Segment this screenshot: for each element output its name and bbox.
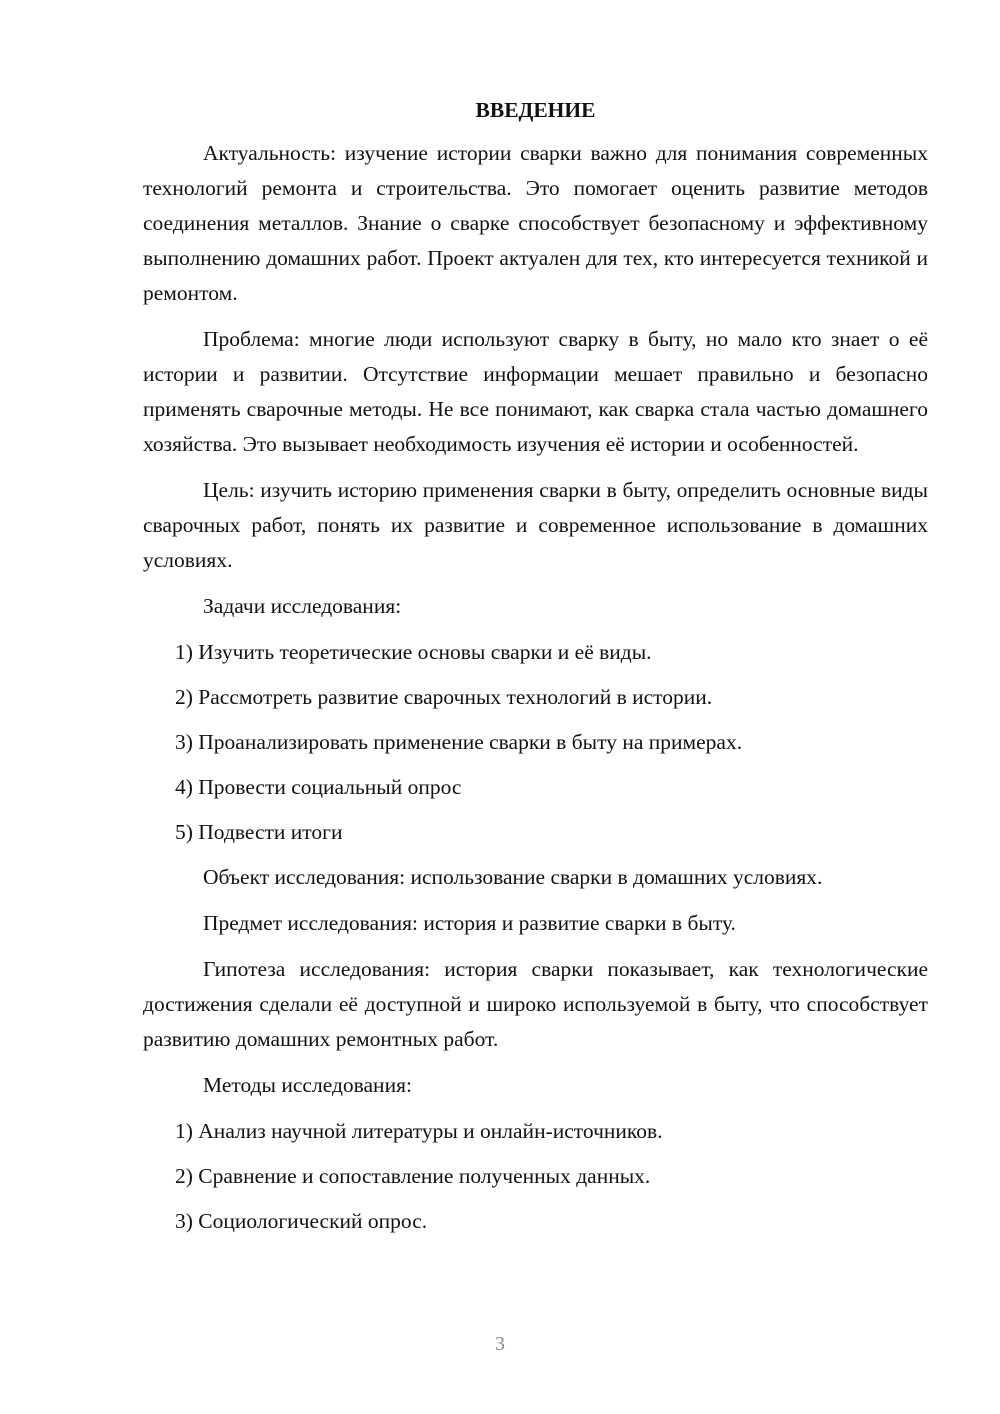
goal-paragraph: Цель: изучить историю применения сварки в быту, определить основные виды сварочных работ, понять их развитие и современное использование в домашних условиях. [143,478,928,572]
methods-label: Методы исследования: [203,1073,412,1097]
page-title: ВВЕДЕНИЕ [475,98,596,122]
list-item: 5) Подвести итоги [175,820,343,844]
relevance-paragraph: Актуальность: изучение истории сварки важно для понимания современных технологий ремонта и строительства. Это помогает оценить развитие методов соединения металлов. Знание о сварке способствует безопасному и эффективному выполнению домашних работ. Проект актуален для тех, кто интересуется техникой и ремонтом. [143,141,928,305]
document-page [143,95,928,1249]
tasks-label: Задачи исследования: [203,594,402,618]
list-item: 1) Изучить теоретические основы сварки и её виды. [175,640,652,664]
hypothesis-paragraph: Гипотеза исследования: история сварки показывает, как технологические достижения сделали её доступной и широко используемой в быту, что способствует развитию домашних ремонтных работ. [143,957,928,1051]
list-item: 3) Социологический опрос. [175,1209,428,1233]
list-item: 1) Анализ научной литературы и онлайн-источников. [175,1119,663,1143]
problem-paragraph: Проблема: многие люди используют сварку в быту, но мало кто знает о её истории и развитии. Отсутствие информации мешает правильно и безопасно применять сварочные методы. Не все понимают, как сварка стала частью домашнего хозяйства. Это вызывает необходимость изучения её истории и особенностей. [143,327,928,456]
methods-list [143,1114,928,1239]
tasks-list [143,635,928,850]
list-item: 4) Провести социальный опрос [175,775,462,799]
list-item: 3) Проанализировать применение сварки в быту на примерах. [175,730,743,754]
subject-paragraph: Предмет исследования: история и развитие сварки в быту. [203,911,736,935]
object-paragraph: Объект исследования: использование сварки в домашних условиях. [203,865,823,889]
page-number: 3 [495,1333,505,1355]
list-item: 2) Рассмотреть развитие сварочных технологий в истории. [175,685,713,709]
list-item: 2) Сравнение и сопоставление полученных данных. [175,1164,651,1188]
